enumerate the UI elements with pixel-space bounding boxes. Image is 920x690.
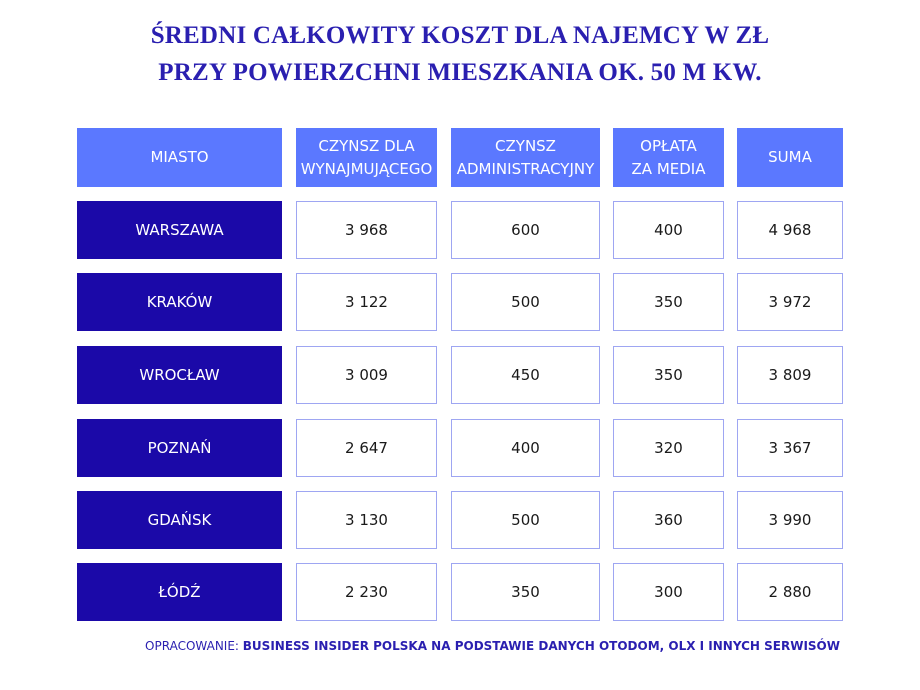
city-cell: WROCŁAW [77, 346, 282, 404]
value-cell-suma: 3 367 [737, 419, 843, 477]
value-cell-oplata-media: 350 [613, 273, 724, 331]
column-header-text: OPŁATA [640, 136, 697, 155]
value-cell-czynsz-administracyjny: 500 [451, 273, 600, 331]
value-cell-czynsz-wynajmujacy: 3 122 [296, 273, 437, 331]
column-header-text: ADMINISTRACYJNY [456, 159, 595, 178]
source-footer [145, 639, 840, 653]
value-cell-suma: 3 990 [737, 491, 843, 549]
column-header-text: CZYNSZ [495, 136, 556, 155]
column-header-oplata-media [613, 128, 724, 187]
footer-source: BUSINESS INSIDER POLSKA NA PODSTAWIE DANYCH OTODOM, OLX I INNYCH SERWISÓW [242, 639, 840, 653]
value-cell-czynsz-administracyjny: 500 [451, 491, 600, 549]
value-cell-suma: 3 972 [737, 273, 843, 331]
city-cell: WARSZAWA [77, 201, 282, 259]
city-cell: POZNAŃ [77, 419, 282, 477]
chart-title-line-2: PRZY POWIERZCHNI MIESZKANIA OK. 50 M KW. [158, 59, 762, 86]
value-cell-czynsz-administracyjny: 350 [451, 563, 600, 621]
value-cell-oplata-media: 320 [613, 419, 724, 477]
value-cell-czynsz-wynajmujacy: 3 130 [296, 491, 437, 549]
column-header-text: MIASTO [150, 148, 209, 166]
column-header-suma [737, 128, 843, 187]
value-cell-oplata-media: 360 [613, 491, 724, 549]
city-cell: KRAKÓW [77, 273, 282, 331]
column-header-text: ZA MEDIA [631, 159, 706, 178]
value-cell-czynsz-wynajmujacy: 3 968 [296, 201, 437, 259]
city-cell: GDAŃSK [77, 491, 282, 549]
value-cell-czynsz-wynajmujacy: 2 230 [296, 563, 437, 621]
value-cell-czynsz-administracyjny: 450 [451, 346, 600, 404]
value-cell-czynsz-wynajmujacy: 2 647 [296, 419, 437, 477]
column-header-text: WYNAJMUJĄCEGO [300, 159, 433, 178]
value-cell-oplata-media: 300 [613, 563, 724, 621]
value-cell-czynsz-administracyjny: 600 [451, 201, 600, 259]
column-header-text: CZYNSZ DLA [318, 136, 415, 155]
footer-prefix: OPRACOWANIE: [145, 639, 243, 653]
value-cell-suma: 4 968 [737, 201, 843, 259]
value-cell-oplata-media: 400 [613, 201, 724, 259]
value-cell-czynsz-wynajmujacy: 3 009 [296, 346, 437, 404]
column-header-miasto [77, 128, 282, 187]
column-header-czynsz-administracyjny [451, 128, 600, 187]
column-header-czynsz-wynajmujacy [296, 128, 437, 187]
column-header-text: SUMA [768, 148, 812, 166]
value-cell-czynsz-administracyjny: 400 [451, 419, 600, 477]
value-cell-suma: 2 880 [737, 563, 843, 621]
value-cell-suma: 3 809 [737, 346, 843, 404]
city-cell: ŁÓDŹ [77, 563, 282, 621]
value-cell-oplata-media: 350 [613, 346, 724, 404]
chart-title-line-1: ŚREDNI CAŁKOWITY KOSZT DLA NAJEMCY W ZŁ [150, 22, 770, 49]
